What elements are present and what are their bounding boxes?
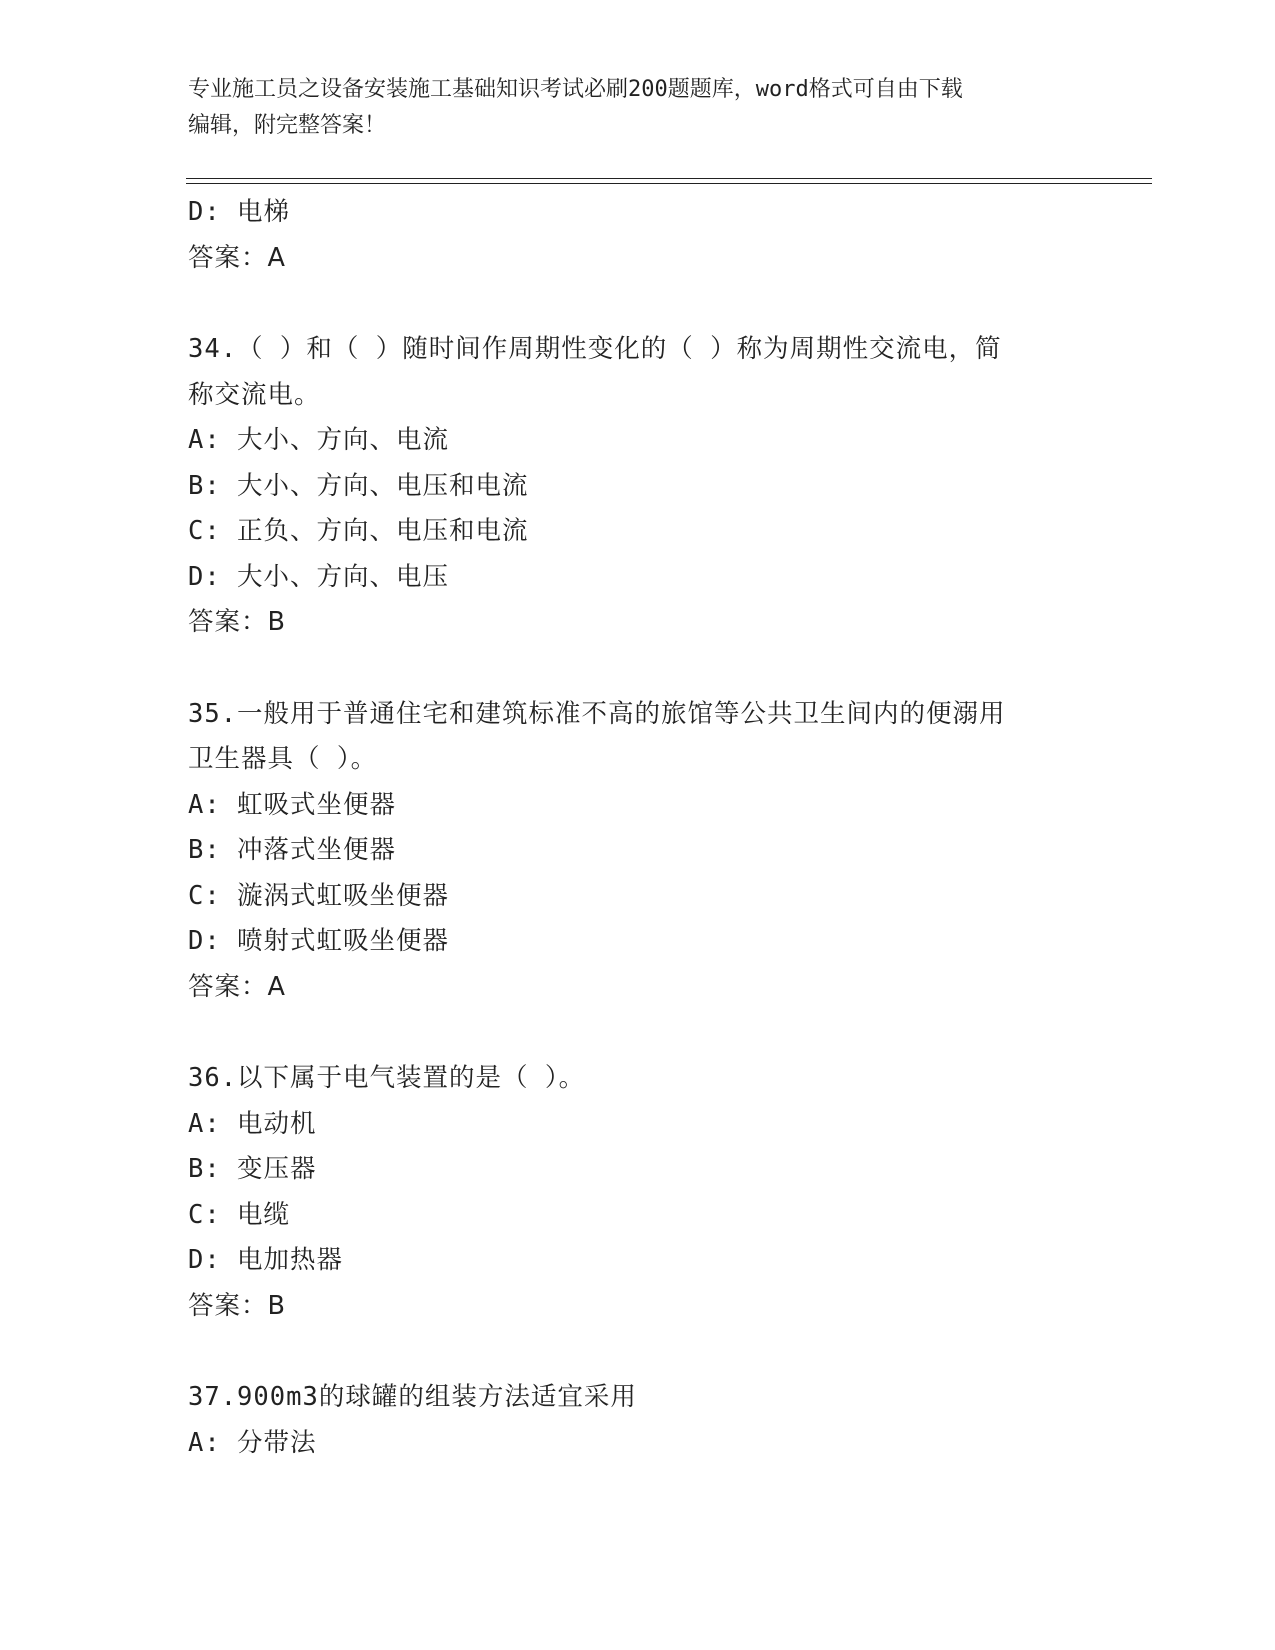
spacer [188, 281, 1088, 327]
question-37-option-a: A: 分带法 [188, 1427, 317, 1458]
header-line-2: 编辑，附完整答案！ [188, 113, 387, 138]
question-36-option-a: A: 电动机 [188, 1108, 317, 1139]
prev-answer: 答案：A [188, 242, 286, 273]
header-rule-bottom [186, 183, 1152, 184]
question-36-option-b: B: 变压器 [188, 1154, 317, 1184]
question-35 [188, 692, 1088, 1011]
document-header [188, 72, 1078, 144]
question-35-option-a: A: 虹吸式坐便器 [188, 789, 397, 820]
question-35-option-d: D: 喷射式虹吸坐便器 [188, 926, 450, 956]
question-36-option-d: D: 电加热器 [188, 1245, 344, 1275]
question-35-stem-1: 35.一般用于普通住宅和建筑标准不高的旅馆等公共卫生间内的便溺用 [188, 698, 1006, 729]
question-35-stem-2: 卫生器具（ ）。 [188, 744, 378, 774]
question-36-option-c: C: 电缆 [188, 1199, 291, 1230]
question-34-stem-2: 称交流电。 [188, 379, 321, 410]
question-35-option-c: C: 漩涡式虹吸坐便器 [188, 880, 450, 911]
question-37-stem-1: 37.900m3的球罐的组装方法适宜采用 [188, 1382, 637, 1412]
header-rule-top [186, 178, 1152, 179]
question-35-option-b: B: 冲落式坐便器 [188, 835, 397, 865]
question-list [188, 190, 1088, 1466]
question-34-option-c: C: 正负、方向、电压和电流 [188, 516, 529, 546]
question-34-option-a: A: 大小、方向、电流 [188, 425, 450, 455]
question-34-answer: 答案：B [188, 607, 286, 637]
question-36-answer: 答案：B [188, 1290, 286, 1321]
question-34-option-b: B: 大小、方向、电压和电流 [188, 470, 529, 501]
question-36-stem-1: 36.以下属于电气装置的是（ ）。 [188, 1063, 586, 1093]
question-34-stem-1: 34.（ ）和（ ）随时间作周期性变化的（ ）称为周期性交流电，简 [188, 334, 1002, 364]
spacer [188, 1329, 1088, 1375]
question-37 [188, 1375, 1088, 1466]
question-36 [188, 1056, 1088, 1329]
spacer [188, 1010, 1088, 1056]
question-34 [188, 327, 1088, 646]
spacer [188, 646, 1088, 692]
question-34-option-d: D: 大小、方向、电压 [188, 561, 450, 592]
question-35-answer: 答案：A [188, 971, 286, 1002]
header-line-1: 专业施工员之设备安装施工基础知识考试必刷200题题库，word格式可自由下载 [188, 77, 963, 102]
prev-option-d: D: 电梯 [188, 197, 291, 227]
